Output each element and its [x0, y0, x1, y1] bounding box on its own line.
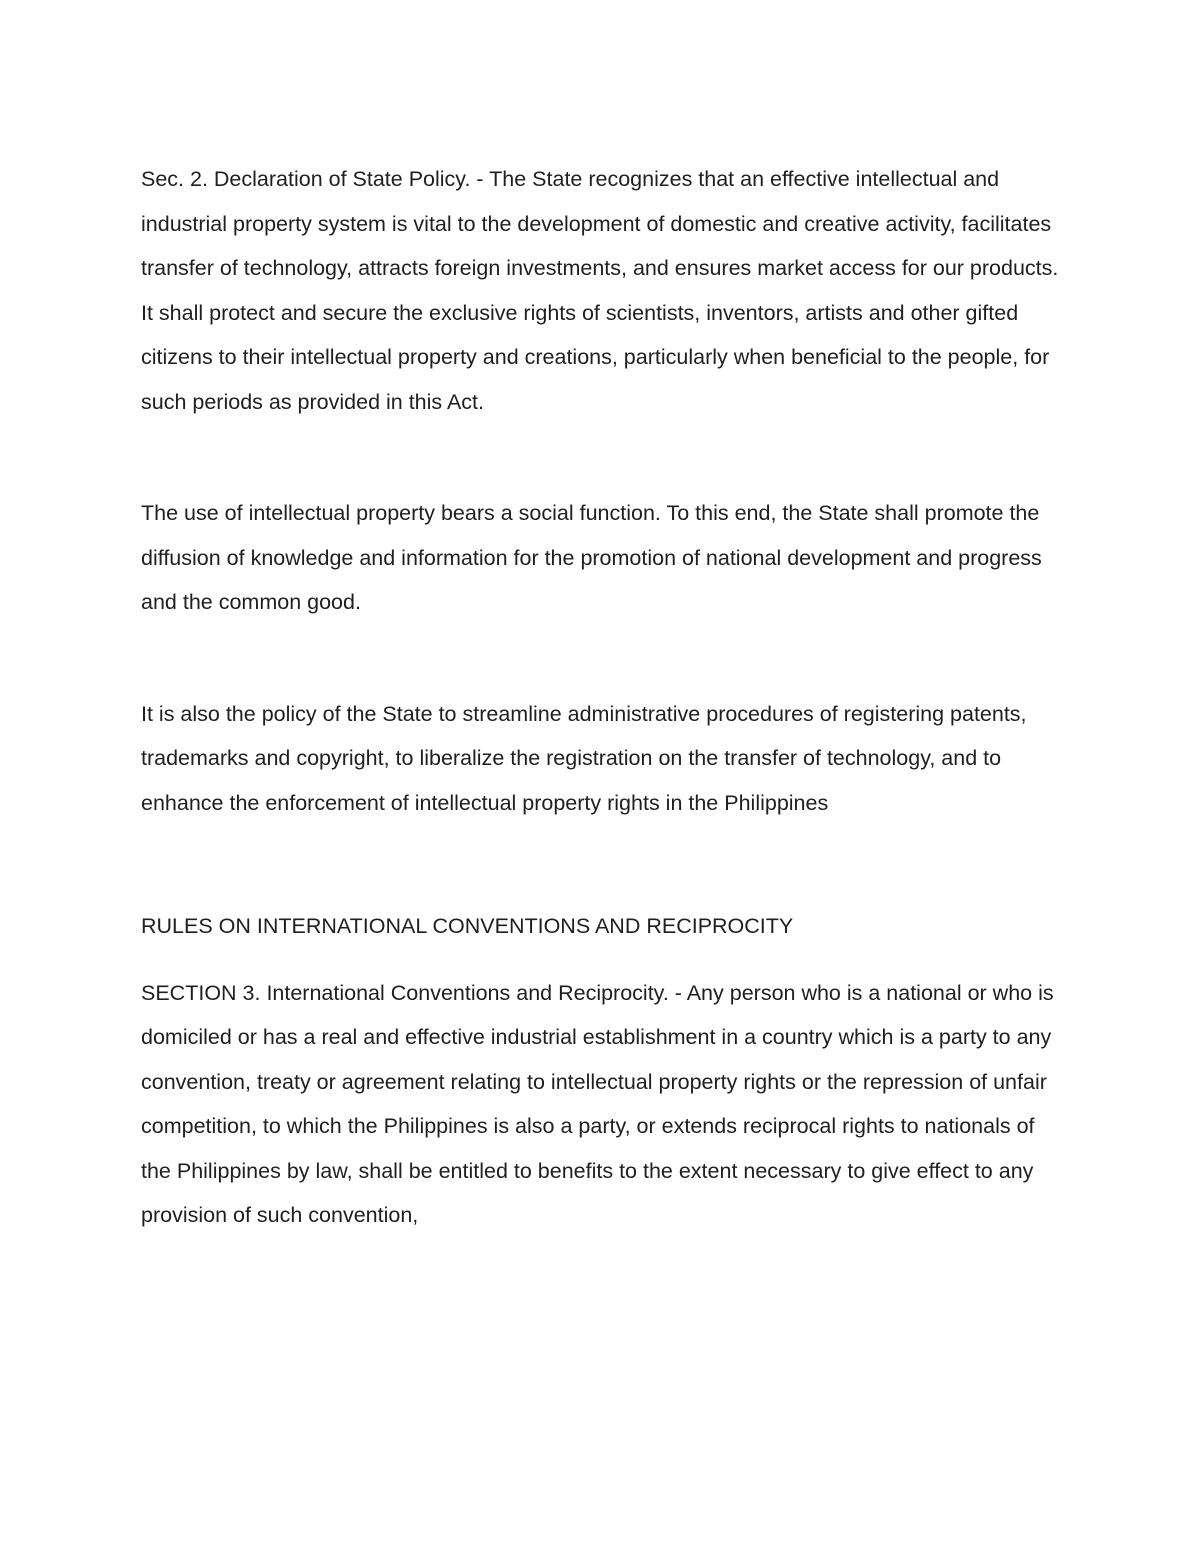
paragraph-streamline-policy: It is also the policy of the State to streamline administrative procedures of registering patents, trademarks and copyright, to liberalize the registration on the transfer of technology, and to enhance the enforcement of intellectual property rights in the Philippines — [141, 701, 1027, 815]
paragraph-section-3: SECTION 3. International Conventions and Reciprocity. - Any person who is a national or who is domiciled or has a real and effective industrial establishment in a country which is a party to any convention, treaty or agreement relating to intellectual property rights or the repression of unfair competition, to which the Philippines is also a party, or extends reciprocal rights to nationals of the Philippines by law, shall be entitled to benefits to the extent necessary to give effect to any provision of such convention, — [141, 980, 1054, 1227]
section-heading: RULES ON INTERNATIONAL CONVENTIONS AND RECIPROCITY — [141, 914, 794, 938]
paragraph-state-policy: Sec. 2. Declaration of State Policy. - The State recognizes that an effective intellectual and industrial property system is vital to the development of domestic and creative activity, facilitates transfer of technology, attracts foreign investments, and ensures market access for our products. It shall protect and secure the exclusive rights of scientists, inventors, artists and other gifted citizens to their intellectual property and creations, particularly when beneficial to the people, for such periods as provided in this Act. — [141, 167, 1059, 414]
paragraph-social-function: The use of intellectual property bears a social function. To this end, the State shall promote the diffusion of knowledge and information for the promotion of national development and progress and the common good. — [141, 501, 1042, 614]
document-body — [141, 157, 1061, 1238]
